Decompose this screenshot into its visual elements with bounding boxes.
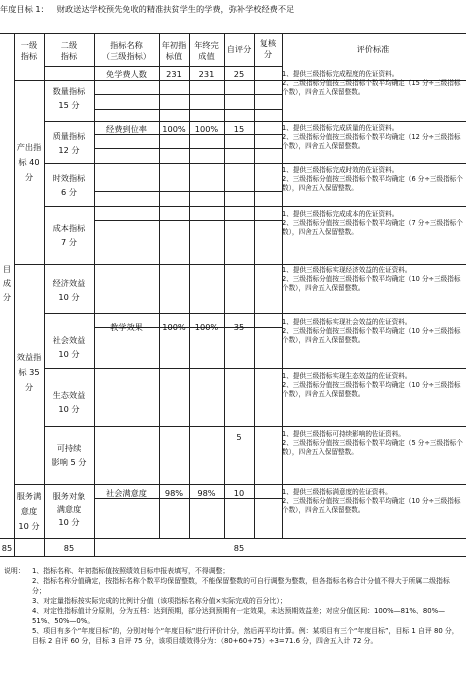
target-social: 100% xyxy=(162,322,186,332)
group-output: 产出指 标 40 分 xyxy=(16,142,42,182)
standard-service: 1、提供三级指标满意度的佐证资料。 2、三级指标分值按三级指标个数平均确定（10 分÷三级指标个数），四舍五入保留整数。 xyxy=(282,488,461,515)
notes xyxy=(4,566,462,646)
standard-social: 1、提供三级指标实现社会效益的佐证资料。 2、三级指标分值按三级指标个数平均确定（10 分÷三级指标个数），四舍五入保留整数。 xyxy=(282,318,461,345)
grid-line xyxy=(189,33,190,538)
target-quality: 100% xyxy=(162,124,186,134)
standard-timely: 1、提供三级指标完成时效的佐证资料。 2、三级指标分值按三级指标个数平均确定（6 分÷三级指标个数），四舍五入保留整数。 xyxy=(282,166,463,193)
col-head-name: 指标名称 （三级指标） xyxy=(101,40,152,61)
standard-sustain: 1、提供三级指标可持续影响的佐证资料。 2、三级指标分值按三级指标个数平均确定（5 分÷三级指标个数），四舍五入保留整数。 xyxy=(282,430,463,457)
level2-sustain: 可持续 影响 5 分 xyxy=(51,443,87,467)
grid-line xyxy=(44,313,466,314)
col-head-review: 复核 分 xyxy=(259,38,277,59)
standard-eco: 1、提供三级指标实现生态效益的佐证资料。 2、三级指标分值按三级指标个数平均确定（10 分÷三级指标个数），四舍五入保留整数。 xyxy=(282,372,461,399)
note-1: 1、指标名称、年初指标值按照绩效目标申报表填写，不得调整； xyxy=(32,567,230,575)
self-sustain: 5 xyxy=(236,432,242,442)
name-quantity: 免学费人数 xyxy=(106,69,147,79)
grid-line xyxy=(44,66,282,67)
col-head-self: 自评分 xyxy=(226,44,252,54)
col-head-target: 年初指 标值 xyxy=(161,40,187,61)
level2-quantity: 数量指标 15 分 xyxy=(52,86,86,110)
notes-label: 说明： xyxy=(4,567,25,575)
standard-quality: 1、提供三级指标完成质量的佐证资料。 2、三级指标分值按三级指标个数平均确定（12 分÷三级指标个数），四舍五入保留整数。 xyxy=(282,124,461,151)
actual-social: 100% xyxy=(194,322,219,332)
note-5: 5、项目有多个“年度目标”的，分别对每个“年度目标”进行评价计分，然后再平均计算。例：某项目有三个“年度目标”，目标 1 自评 80 分，目标 2 自评 60 分，目标 3 自评 75 分，该项目绩效得分为：（80+60+75）÷3=71.6 分，四舍五入计 72 分。 xyxy=(32,627,459,645)
name-social: 教学效果 xyxy=(110,322,143,332)
left-column-total: 85 xyxy=(1,543,13,553)
grid-line xyxy=(44,206,466,207)
col-head-standard: 评价标准 xyxy=(356,44,390,54)
grid-line xyxy=(14,484,466,485)
grid-line xyxy=(0,538,466,539)
self-total: 85 xyxy=(233,543,245,553)
left-column-text: 目 成 分 xyxy=(2,264,12,302)
level2-quality: 质量指标 12 分 xyxy=(52,131,86,155)
note-4: 4、对定性指标值计分原则，分为五档：达到预期，部分达到预期有一定效果，未达预期效益差；对应分值区间：100%—81%、80%—51%、50%—0%。 xyxy=(32,607,446,625)
actual-quality: 100% xyxy=(194,124,219,134)
target-service: 98% xyxy=(164,488,184,498)
level2-total: 85 xyxy=(63,543,75,553)
level2-econ: 经济效益 10 分 xyxy=(52,278,86,302)
name-service: 社会满意度 xyxy=(106,488,147,498)
grid-line xyxy=(0,556,466,557)
note-3: 3、对定量指标按实际完成的比例计分值（该项指标名称分值×实际完成的百分比）； xyxy=(32,597,287,605)
grid-line xyxy=(44,368,466,369)
grid-line xyxy=(14,264,466,265)
note-2: 2、指标名称分值确定，按指标名称个数平均保留整数，不能保留整数的可自行调整为整数，但各指标名称合计分值不得大于所属二级指标分； xyxy=(32,577,450,595)
grid-line xyxy=(14,33,15,556)
actual-service: 98% xyxy=(197,488,216,498)
col-head-actual: 年终完 成值 xyxy=(194,40,219,61)
level2-service: 服务对象 满意度 10 分 xyxy=(52,491,86,527)
year-goal-text: 财政送达学校预先免收的精准扶贫学生的学费，弥补学校经费不足 xyxy=(56,4,295,14)
self-quantity: 25 xyxy=(233,69,245,79)
standard-quantity: 1、提供三级指标完成程度的佐证资料。 2、三级指标分值按三级指标个数平均确定（15 分÷三级指标个数），四舍五入保留整数。 xyxy=(282,70,461,97)
grid-line xyxy=(44,163,466,164)
grid-line xyxy=(254,33,255,538)
grid-line xyxy=(224,33,225,538)
self-service: 10 xyxy=(233,488,245,498)
self-quality: 15 xyxy=(233,124,245,134)
group-benefit: 效益指 标 35 分 xyxy=(16,352,42,392)
grid-line xyxy=(0,33,466,34)
standard-cost: 1、提供三级指标完成成本的佐证资料。 2、三级指标分值按三级指标个数平均确定（7 分÷三级指标个数），四舍五入保留整数。 xyxy=(282,210,463,237)
level2-timely: 时效指标 6 分 xyxy=(52,173,86,197)
grid-line xyxy=(159,33,160,538)
standard-econ: 1、提供三级指标实现经济效益的佐证资料。 2、三级指标分值按三级指标个数平均确定（10 分÷三级指标个数），四舍五入保留整数。 xyxy=(282,266,461,293)
grid-line xyxy=(44,121,466,122)
year-goal-header xyxy=(0,4,294,15)
grid-line xyxy=(44,426,466,427)
level2-eco: 生态效益 10 分 xyxy=(52,390,86,414)
target-quantity: 231 xyxy=(166,69,182,79)
grid-line xyxy=(94,33,95,556)
year-goal-label: 年度目标 1： xyxy=(0,4,49,14)
col-head-level2: 二级 指标 xyxy=(60,40,78,61)
group-service: 服务满 意度 10 分 xyxy=(16,491,42,531)
col-head-level1: 一级 指标 xyxy=(20,40,38,61)
self-social: 35 xyxy=(233,322,245,332)
name-quality: 经费到位率 xyxy=(106,124,147,134)
level2-cost: 成本指标 7 分 xyxy=(52,223,86,247)
actual-quantity: 231 xyxy=(198,69,215,79)
level2-social: 社会效益 10 分 xyxy=(52,335,86,359)
